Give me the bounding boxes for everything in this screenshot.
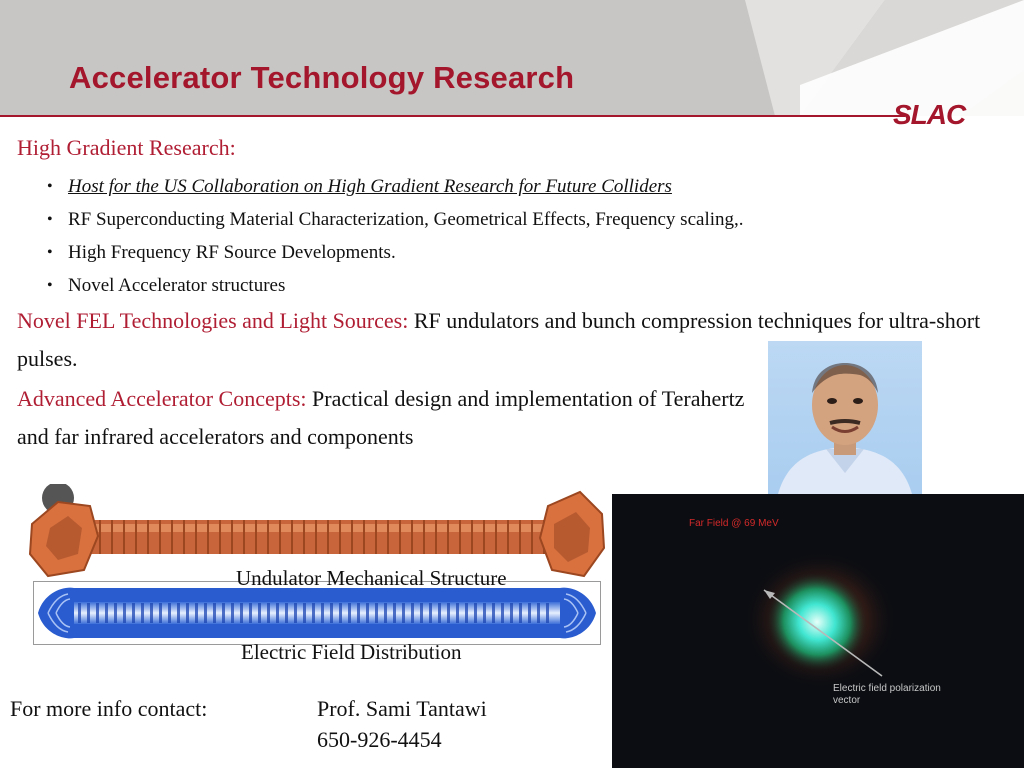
bullet-icon: • bbox=[47, 211, 53, 228]
list-item bbox=[44, 238, 924, 271]
high-gradient-heading: High Gradient Research: bbox=[17, 135, 236, 160]
polarization-caption: Electric field polarization vector bbox=[833, 683, 941, 706]
field-label: Electric Field Distribution bbox=[241, 640, 462, 664]
list-item bbox=[44, 205, 924, 238]
contact-name: Prof. Sami Tantawi bbox=[317, 696, 487, 721]
advanced-text: Practical design and implementation of Terahertz and far infrared accelerators and components bbox=[17, 386, 745, 449]
list-item bbox=[44, 271, 924, 304]
bullet-text: Novel Accelerator structures bbox=[68, 275, 286, 296]
far-field-caption: Far Field @ 69 MeV bbox=[689, 518, 779, 529]
bullet-text: Host for the US Collaboration on High Gradient Research for Future Colliders bbox=[68, 176, 672, 197]
fel-heading: Novel FEL Technologies and Light Sources: bbox=[17, 308, 409, 333]
bullet-icon: • bbox=[47, 178, 53, 195]
title-rule bbox=[0, 115, 905, 117]
list-item bbox=[44, 172, 924, 205]
high-gradient-list bbox=[44, 172, 924, 304]
contact-phone: 650-926-4454 bbox=[317, 727, 442, 752]
slac-logo: SLAC bbox=[893, 99, 966, 130]
slide-title: Accelerator Technology Research bbox=[69, 60, 575, 95]
bullet-icon: • bbox=[47, 244, 53, 261]
undulator-label: Undulator Mechanical Structure bbox=[236, 566, 507, 590]
far-field-graphic bbox=[612, 494, 1024, 768]
portrait-photo bbox=[768, 341, 922, 494]
advanced-paragraph bbox=[17, 380, 757, 456]
field-graphic bbox=[34, 582, 600, 644]
advanced-heading: Advanced Accelerator Concepts: bbox=[17, 386, 307, 411]
bullet-icon: • bbox=[47, 277, 53, 294]
bullet-text: High Frequency RF Source Developments. bbox=[68, 242, 396, 263]
fel-text: RF undulators and bunch compression techniques for ultra-short pulses. bbox=[17, 308, 981, 371]
portrait-illustration bbox=[768, 341, 922, 494]
bullet-text: RF Superconducting Material Characterization, Geometrical Effects, Frequency scaling,. bbox=[68, 209, 744, 230]
far-field-image bbox=[612, 494, 1024, 768]
contact-label: For more info contact: bbox=[10, 696, 208, 721]
